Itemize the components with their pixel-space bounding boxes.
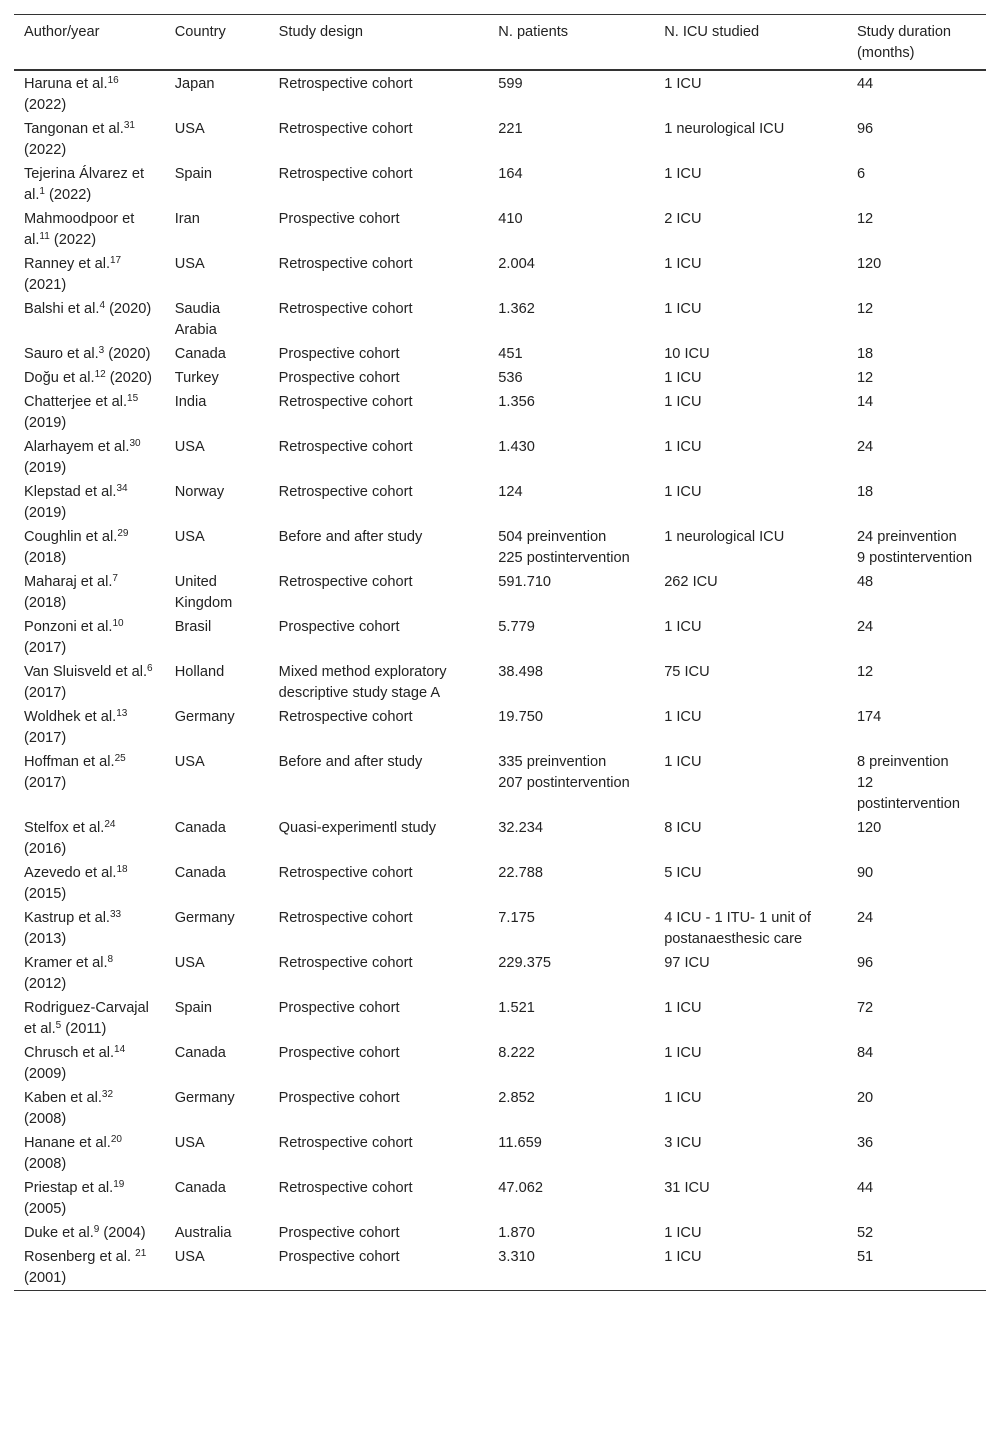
cell-country: USA	[174, 955, 205, 971]
reference-number: 33	[110, 909, 122, 920]
cell-study-design: Prospective cohort	[278, 346, 400, 362]
cell-n-icu-studied: 1 ICU	[664, 370, 702, 386]
cell-study-duration: 96	[856, 955, 874, 971]
cell-author-year	[14, 861, 165, 906]
cell-author-year	[14, 951, 165, 996]
table-container	[14, 14, 986, 1291]
cell-study-design: Retrospective cohort	[278, 910, 413, 926]
author-name: Van Sluisveld et al.	[24, 664, 148, 680]
reference-number: 31	[123, 120, 135, 131]
cell-author-year	[14, 615, 165, 660]
cell-author-year	[14, 1041, 165, 1086]
cell-n-patients: 7.175	[498, 910, 535, 926]
reference-number: 10	[112, 618, 124, 629]
header-n-patients: N. patients	[498, 24, 569, 40]
cell-study-duration: 14	[856, 394, 874, 410]
cell-country: Holland	[174, 664, 225, 680]
reference-number: 5	[55, 1020, 62, 1031]
cell-study-duration: 24	[856, 619, 874, 635]
cell-study-design: Before and after study	[278, 754, 423, 770]
cell-study-duration: 44	[856, 1180, 874, 1196]
cell-author-year	[14, 996, 165, 1041]
author-name: Coughlin et al.	[24, 529, 118, 545]
cell-study-design: Retrospective cohort	[278, 865, 413, 881]
cell-study-design: Retrospective cohort	[278, 121, 413, 137]
cell-study-design: Retrospective cohort	[278, 394, 413, 410]
author-name: Azevedo et al.	[24, 865, 117, 881]
cell-study-duration: 72	[856, 1000, 874, 1016]
cell-study-duration: 8 preinvention 12 postintervention	[856, 754, 960, 812]
publication-year: (2022)	[24, 142, 67, 158]
cell-study-duration: 6	[856, 166, 866, 182]
cell-study-duration: 24	[856, 439, 874, 455]
publication-year: (2016)	[24, 841, 67, 857]
author-name: Doğu et al.	[24, 370, 95, 386]
author-name: Chrusch et al.	[24, 1045, 115, 1061]
cell-study-design: Prospective cohort	[278, 1225, 400, 1241]
cell-n-icu-studied: 1 neurological ICU	[664, 121, 785, 137]
cell-n-patients: 504 preinvention 225 postintervention	[498, 529, 630, 566]
cell-n-patients: 8.222	[498, 1045, 535, 1061]
publication-year: (2013)	[24, 931, 67, 947]
cell-study-duration: 12	[856, 664, 874, 680]
cell-study-duration: 18	[856, 484, 874, 500]
publication-year: (2004)	[99, 1225, 146, 1241]
author-name: Stelfox et al.	[24, 820, 105, 836]
cell-n-icu-studied: 97 ICU	[664, 955, 710, 971]
author-name: Klepstad et al.	[24, 484, 117, 500]
cell-author-year	[14, 750, 165, 816]
cell-study-duration: 84	[856, 1045, 874, 1061]
cell-country: Spain	[174, 1000, 213, 1016]
cell-n-patients: 1.430	[498, 439, 535, 455]
author-name: Alarhayem et al.	[24, 439, 130, 455]
cell-author-year	[14, 705, 165, 750]
reference-number: 11	[39, 231, 50, 242]
cell-country: Germany	[174, 910, 235, 926]
table-row	[14, 1041, 986, 1086]
table-header	[14, 15, 986, 71]
cell-study-duration: 12	[856, 301, 874, 317]
table-row	[14, 366, 986, 390]
cell-n-icu-studied: 1 ICU	[664, 76, 702, 92]
cell-country: USA	[174, 121, 205, 137]
cell-study-duration: 24	[856, 910, 874, 926]
reference-number: 32	[101, 1089, 114, 1100]
header-study-design: Study design	[278, 24, 364, 40]
author-name: Rosenberg et al.	[24, 1249, 136, 1265]
cell-n-patients: 1.521	[498, 1000, 535, 1016]
cell-n-icu-studied: 75 ICU	[664, 664, 710, 680]
table-row	[14, 162, 986, 207]
table-row	[14, 1245, 986, 1291]
cell-study-design: Prospective cohort	[278, 370, 400, 386]
header-study-duration: Study duration (months)	[856, 24, 952, 61]
cell-country: USA	[174, 1249, 205, 1265]
author-name: Haruna et al.	[24, 76, 108, 92]
publication-year: (2021)	[24, 277, 67, 293]
cell-author-year	[14, 366, 165, 390]
cell-country: Canada	[174, 865, 226, 881]
table-row	[14, 705, 986, 750]
cell-author-year	[14, 252, 165, 297]
cell-n-icu-studied: 1 ICU	[664, 1249, 702, 1265]
publication-year: (2018)	[24, 550, 67, 566]
author-name: Rodriguez-Carvajal et al.	[24, 1000, 149, 1037]
publication-year: (2008)	[24, 1111, 67, 1127]
reference-number: 3	[98, 345, 105, 356]
cell-study-duration: 52	[856, 1225, 874, 1241]
cell-country: USA	[174, 256, 205, 272]
author-name: Kramer et al.	[24, 955, 108, 971]
author-name: Chatterjee et al.	[24, 394, 128, 410]
cell-n-icu-studied: 1 ICU	[664, 754, 702, 770]
cell-country: USA	[174, 754, 205, 770]
reference-number: 9	[93, 1224, 100, 1235]
cell-study-design: Retrospective cohort	[278, 301, 413, 317]
header-country: Country	[174, 24, 226, 40]
table-row	[14, 1176, 986, 1221]
cell-n-patients: 38.498	[498, 664, 543, 680]
header-author-year: Author/year	[24, 24, 100, 40]
cell-study-duration: 120	[856, 820, 882, 836]
publication-year: (2017)	[24, 685, 67, 701]
cell-n-patients: 47.062	[498, 1180, 543, 1196]
cell-n-icu-studied: 8 ICU	[664, 820, 702, 836]
author-name: Ranney et al.	[24, 256, 110, 272]
cell-n-icu-studied: 1 ICU	[664, 709, 702, 725]
cell-author-year	[14, 480, 165, 525]
cell-study-duration: 44	[856, 76, 874, 92]
publication-year: (2022)	[49, 232, 97, 248]
cell-n-patients: 32.234	[498, 820, 543, 836]
reference-number: 19	[113, 1179, 125, 1190]
table-row	[14, 750, 986, 816]
cell-n-patients: 451	[498, 346, 523, 362]
cell-study-duration: 20	[856, 1090, 874, 1106]
cell-author-year	[14, 906, 165, 951]
cell-n-icu-studied: 1 ICU	[664, 619, 702, 635]
publication-year: (2011)	[61, 1021, 107, 1037]
table-row	[14, 435, 986, 480]
cell-author-year	[14, 570, 165, 615]
publication-year: (2022)	[24, 97, 67, 113]
author-name: Kaben et al.	[24, 1090, 102, 1106]
cell-study-duration: 36	[856, 1135, 874, 1151]
publication-year: (2005)	[24, 1201, 67, 1217]
reference-number: 24	[104, 819, 116, 830]
cell-author-year	[14, 1221, 165, 1245]
publication-year: (2020)	[105, 370, 152, 386]
table-row	[14, 1086, 986, 1131]
table-row	[14, 252, 986, 297]
cell-n-patients: 22.788	[498, 865, 543, 881]
cell-n-patients: 1.356	[498, 394, 535, 410]
cell-n-icu-studied: 1 ICU	[664, 1000, 702, 1016]
cell-study-duration: 12	[856, 211, 874, 227]
cell-study-duration: 12	[856, 370, 874, 386]
publication-year: (2019)	[24, 460, 67, 476]
cell-author-year	[14, 1086, 165, 1131]
cell-n-icu-studied: 10 ICU	[664, 346, 710, 362]
studies-table	[14, 14, 986, 1291]
publication-year: (2008)	[24, 1156, 67, 1172]
table-row	[14, 816, 986, 861]
cell-n-icu-studied: 1 ICU	[664, 1225, 702, 1241]
cell-n-patients: 11.659	[498, 1135, 542, 1151]
reference-number: 8	[107, 954, 114, 965]
publication-year: (2009)	[24, 1066, 67, 1082]
cell-study-design: Prospective cohort	[278, 619, 400, 635]
cell-country: Canada	[174, 1180, 226, 1196]
cell-country: Canada	[174, 346, 226, 362]
reference-number: 14	[114, 1044, 126, 1055]
cell-country: Canada	[174, 820, 226, 836]
cell-study-design: Retrospective cohort	[278, 76, 413, 92]
cell-study-duration: 90	[856, 865, 874, 881]
cell-n-icu-studied: 2 ICU	[664, 211, 702, 227]
cell-author-year	[14, 297, 165, 342]
cell-n-icu-studied: 1 ICU	[664, 484, 702, 500]
cell-study-duration: 174	[856, 709, 882, 725]
cell-n-patients: 229.375	[498, 955, 552, 971]
cell-study-design: Retrospective cohort	[278, 1180, 413, 1196]
table-row	[14, 1221, 986, 1245]
table-row	[14, 615, 986, 660]
cell-study-design: Retrospective cohort	[278, 955, 413, 971]
cell-study-design: Before and after study	[278, 529, 423, 545]
cell-author-year	[14, 1245, 165, 1291]
cell-n-patients: 221	[498, 121, 523, 137]
cell-author-year	[14, 70, 165, 117]
publication-year: (2020)	[105, 301, 152, 317]
table-row	[14, 996, 986, 1041]
reference-number: 13	[116, 708, 128, 719]
cell-n-patients: 536	[498, 370, 523, 386]
cell-n-icu-studied: 3 ICU	[664, 1135, 702, 1151]
cell-author-year	[14, 117, 165, 162]
cell-study-design: Mixed method exploratory descriptive study stage A	[278, 664, 447, 701]
publication-year: (2018)	[24, 595, 67, 611]
cell-study-design: Retrospective cohort	[278, 484, 413, 500]
cell-n-icu-studied: 1 ICU	[664, 166, 702, 182]
table-body	[14, 70, 986, 1291]
table-row	[14, 297, 986, 342]
table-row	[14, 525, 986, 570]
reference-number: 16	[107, 75, 119, 86]
table-row	[14, 906, 986, 951]
author-name: Tangonan et al.	[24, 121, 124, 137]
cell-study-duration: 51	[856, 1249, 874, 1265]
cell-n-patients: 3.310	[498, 1249, 535, 1265]
reference-number: 12	[94, 369, 106, 380]
reference-number: 18	[116, 864, 128, 875]
cell-study-duration: 96	[856, 121, 874, 137]
cell-study-design: Prospective cohort	[278, 211, 400, 227]
cell-n-patients: 164	[498, 166, 523, 182]
table-row	[14, 660, 986, 705]
table-row	[14, 207, 986, 252]
reference-number: 20	[110, 1134, 122, 1145]
cell-n-patients: 599	[498, 76, 523, 92]
cell-author-year	[14, 816, 165, 861]
table-row	[14, 480, 986, 525]
cell-country: India	[174, 394, 207, 410]
cell-country: USA	[174, 1135, 205, 1151]
cell-country: Germany	[174, 709, 235, 725]
reference-number: 15	[127, 393, 139, 404]
cell-country: Iran	[174, 211, 200, 227]
publication-year: (2020)	[104, 346, 151, 362]
cell-n-icu-studied: 1 ICU	[664, 394, 702, 410]
cell-author-year	[14, 1176, 165, 1221]
table-row	[14, 570, 986, 615]
cell-n-patients: 1.362	[498, 301, 535, 317]
cell-study-design: Prospective cohort	[278, 1249, 400, 1265]
cell-study-design: Retrospective cohort	[278, 574, 413, 590]
header-row	[14, 15, 986, 71]
cell-n-icu-studied: 1 ICU	[664, 301, 702, 317]
cell-author-year	[14, 525, 165, 570]
table-row	[14, 861, 986, 906]
author-name: Woldhek et al.	[24, 709, 117, 725]
publication-year: (2001)	[24, 1270, 67, 1286]
cell-n-icu-studied: 262 ICU	[664, 574, 718, 590]
publication-year: (2022)	[44, 187, 92, 203]
reference-number: 17	[110, 255, 122, 266]
cell-author-year	[14, 342, 165, 366]
cell-author-year	[14, 390, 165, 435]
cell-country: Brasil	[174, 619, 212, 635]
cell-author-year	[14, 162, 165, 207]
publication-year: (2017)	[24, 640, 67, 656]
cell-study-design: Retrospective cohort	[278, 256, 413, 272]
author-name: Hoffman et al.	[24, 754, 115, 770]
cell-study-duration: 18	[856, 346, 874, 362]
reference-number: 1	[39, 186, 45, 197]
cell-country: USA	[174, 529, 205, 545]
cell-study-design: Prospective cohort	[278, 1090, 400, 1106]
cell-n-patients: 5.779	[498, 619, 535, 635]
author-name: Mahmoodpoor et al.	[24, 211, 135, 248]
author-name: Sauro et al.	[24, 346, 99, 362]
author-name: Maharaj et al.	[24, 574, 113, 590]
reference-number: 4	[99, 300, 106, 311]
cell-study-design: Prospective cohort	[278, 1045, 400, 1061]
publication-year: (2012)	[24, 976, 67, 992]
reference-number: 7	[112, 573, 118, 584]
author-name: Duke et al.	[24, 1225, 94, 1241]
author-name: Tejerina Álvarez et al.	[24, 166, 145, 203]
cell-n-icu-studied: 1 ICU	[664, 256, 702, 272]
publication-year: (2019)	[24, 415, 67, 431]
table-row	[14, 1131, 986, 1176]
table-row	[14, 390, 986, 435]
cell-author-year	[14, 660, 165, 705]
author-name: Balshi et al.	[24, 301, 100, 317]
cell-author-year	[14, 435, 165, 480]
publication-year: (2017)	[24, 775, 67, 791]
cell-study-design: Retrospective cohort	[278, 709, 413, 725]
cell-country: Canada	[174, 1045, 226, 1061]
cell-n-icu-studied: 4 ICU - 1 ITU- 1 unit of postanaesthesic care	[664, 910, 811, 947]
cell-n-patients: 410	[498, 211, 523, 227]
table-row	[14, 951, 986, 996]
cell-n-patients: 2.852	[498, 1090, 535, 1106]
table-row	[14, 70, 986, 117]
reference-number: 29	[117, 528, 129, 539]
cell-country: Turkey	[174, 370, 219, 386]
reference-number: 6	[147, 663, 153, 674]
author-name: Priestap et al.	[24, 1180, 114, 1196]
cell-study-duration: 24 preinvention 9 postintervention	[856, 529, 973, 566]
reference-number: 34	[116, 483, 128, 494]
cell-country: United Kingdom	[174, 574, 233, 611]
cell-study-design: Quasi-experimentl study	[278, 820, 437, 836]
cell-n-patients: 2.004	[498, 256, 535, 272]
cell-n-icu-studied: 31 ICU	[664, 1180, 710, 1196]
cell-n-icu-studied: 1 neurological ICU	[664, 529, 785, 545]
cell-country: Saudia Arabia	[174, 301, 221, 338]
table-row	[14, 117, 986, 162]
cell-author-year	[14, 207, 165, 252]
cell-n-icu-studied: 1 ICU	[664, 439, 702, 455]
cell-study-design: Retrospective cohort	[278, 1135, 413, 1151]
cell-study-design: Retrospective cohort	[278, 166, 413, 182]
cell-study-duration: 120	[856, 256, 882, 272]
cell-n-patients: 124	[498, 484, 523, 500]
author-name: Hanane et al.	[24, 1135, 111, 1151]
cell-n-icu-studied: 1 ICU	[664, 1045, 702, 1061]
reference-number: 30	[129, 438, 141, 449]
header-n-icu-studied: N. ICU studied	[664, 24, 760, 40]
cell-n-patients: 335 preinvention 207 postintervention	[498, 754, 630, 791]
publication-year: (2017)	[24, 730, 67, 746]
cell-country: Australia	[174, 1225, 232, 1241]
cell-country: Germany	[174, 1090, 235, 1106]
cell-country: Norway	[174, 484, 225, 500]
table-row	[14, 342, 986, 366]
cell-n-icu-studied: 1 ICU	[664, 1090, 702, 1106]
cell-author-year	[14, 1131, 165, 1176]
author-name: Kastrup et al.	[24, 910, 110, 926]
reference-number: 21	[135, 1248, 147, 1259]
cell-country: USA	[174, 439, 205, 455]
publication-year: (2019)	[24, 505, 67, 521]
cell-n-icu-studied: 5 ICU	[664, 865, 702, 881]
cell-country: Japan	[174, 76, 215, 92]
cell-study-duration: 48	[856, 574, 874, 590]
cell-country: Spain	[174, 166, 213, 182]
cell-n-patients: 1.870	[498, 1225, 535, 1241]
cell-n-patients: 591.710	[498, 574, 552, 590]
author-name: Ponzoni et al.	[24, 619, 113, 635]
cell-n-patients: 19.750	[498, 709, 543, 725]
cell-study-design: Prospective cohort	[278, 1000, 400, 1016]
publication-year: (2015)	[24, 886, 67, 902]
cell-study-design: Retrospective cohort	[278, 439, 413, 455]
reference-number: 25	[114, 753, 126, 764]
